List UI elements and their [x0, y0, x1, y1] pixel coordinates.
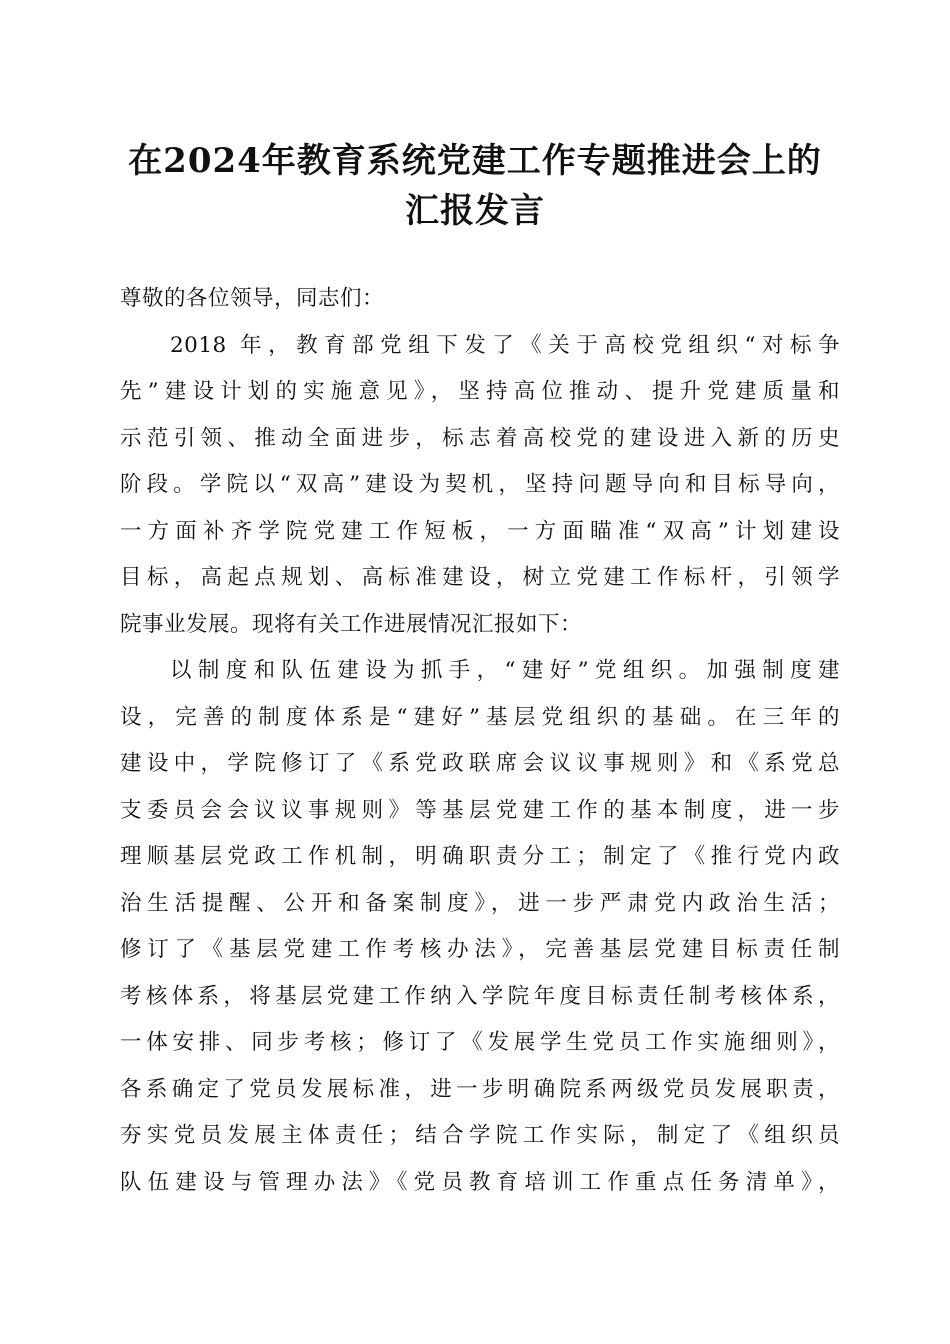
- salutation: 尊敬的各位领导，同志们：: [120, 286, 385, 311]
- paragraph-line: 先”建设计划的实施意见》，坚持高位推动、提升党建质量和: [120, 379, 840, 404]
- paragraph-line: 支委员会会议议事规则》等基层党建工作的基本制度，进一步: [120, 797, 840, 823]
- paragraph-line: 理顺基层党政工作机制，明确职责分工；制定了《推行党内政: [120, 844, 840, 869]
- title-line-1: 在2024年教育系统党建工作专题推进会上的: [128, 141, 822, 181]
- paragraph-line: 治生活提醒、公开和备案制度》，进一步严肃党内政治生活；: [120, 890, 840, 916]
- paragraph-line: 以制度和队伍建设为抓手，“建好”党组织。加强制度建: [170, 658, 840, 683]
- document-body: [120, 276, 840, 1206]
- paragraph-line: 建设中，学院修订了《系党政联席会议议事规则》和《系党总: [120, 751, 840, 776]
- paragraph-line: 目标，高起点规划、高标准建设，树立党建工作标杆，引领学: [120, 565, 840, 590]
- document-title: [90, 136, 860, 236]
- paragraph-1: [120, 323, 840, 649]
- paragraph-line: 夯实党员发展主体责任；结合学院工作实际，制定了《组织员: [120, 1123, 840, 1148]
- paragraph-line: 一体安排、同步考核；修订了《发展学生党员工作实施细则》，: [120, 1030, 840, 1055]
- paragraph-line: 队伍建设与管理办法》《党员教育培训工作重点任务清单》，: [120, 1169, 840, 1195]
- title-line-2: 汇报发言: [405, 191, 545, 231]
- paragraph-line: 院事业发展。现将有关工作进展情况汇报如下：: [120, 611, 583, 637]
- paragraph-line: 修订了《基层党建工作考核办法》，完善基层党建目标责任制: [120, 937, 840, 962]
- paragraph-line: 设，完善的制度体系是“建好”基层党组织的基础。在三年的: [120, 704, 840, 730]
- paragraph-line: 2018 年，教育部党组下发了《关于高校党组织“对标争: [170, 332, 840, 358]
- paragraph-line: 各系确定了党员发展标准，进一步明确院系两级党员发展职责，: [120, 1076, 840, 1102]
- paragraph-line: 考核体系，将基层党建工作纳入学院年度目标责任制考核体系，: [120, 983, 840, 1009]
- paragraph-line: 一方面补齐学院党建工作短板，一方面瞄准“双高”计划建设: [120, 518, 840, 544]
- paragraph-line: 示范引领、推动全面进步，标志着高校党的建设进入新的历史: [120, 425, 840, 451]
- paragraph-line: 阶段。学院以“双高”建设为契机，坚持问题导向和目标导向，: [120, 472, 840, 497]
- paragraph-2: [120, 648, 840, 1206]
